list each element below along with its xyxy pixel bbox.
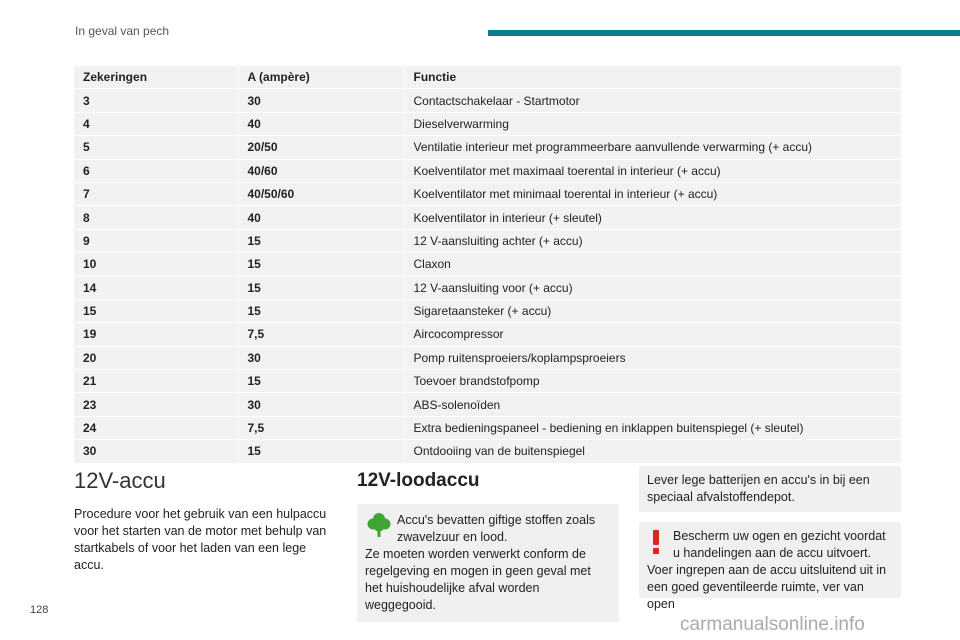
- fuse-number: 7: [74, 182, 238, 205]
- fuse-function: Ventilatie interieur met programmeerbare aanvullende verwarming (+ accu): [404, 136, 902, 159]
- fuse-amperage: 7,5: [238, 323, 404, 346]
- watermark: carmanualsonline.info: [680, 614, 865, 635]
- fuse-number: 30: [74, 440, 238, 463]
- fuse-function: Extra bedieningspaneel - bediening en inklappen buitenspiegel (+ sleutel): [404, 416, 902, 439]
- fuse-amperage: 15: [238, 299, 404, 322]
- fuse-amperage: 7,5: [238, 416, 404, 439]
- fuse-function: Pomp ruitensproeiers/koplampsproeiers: [404, 346, 902, 369]
- safety-warning: [639, 522, 901, 611]
- battery-section-title: 12V-accu: [74, 468, 166, 493]
- table-row: [74, 323, 902, 346]
- table-row: [74, 440, 902, 463]
- fuse-amperage: 20/50: [238, 136, 404, 159]
- page-number: 128: [30, 604, 49, 616]
- recycling-tree-icon: [367, 512, 391, 538]
- lead-battery-title: 12V-loodaccu: [357, 470, 480, 491]
- environment-note: [357, 504, 619, 622]
- table-row: [74, 370, 902, 393]
- fuse-amperage: 15: [238, 440, 404, 463]
- fuse-number: 15: [74, 299, 238, 322]
- fuse-function: 12 V-aansluiting voor (+ accu): [404, 276, 902, 299]
- header-amperes: A (ampère): [238, 66, 404, 89]
- header-fuses: Zekeringen: [74, 66, 238, 89]
- table-row: [74, 346, 902, 369]
- table-header-row: [74, 66, 902, 89]
- fuse-number: 5: [74, 136, 238, 159]
- fuse-amperage: 40/60: [238, 159, 404, 182]
- environment-note-body: Ze moeten worden verwerkt conform de regelgeving en mogen in geen geval met het huishoudelijke afval worden weggegooid.: [365, 547, 591, 612]
- fuse-function: ABS-solenoïden: [404, 393, 902, 416]
- table-row: [74, 206, 902, 229]
- fuse-function: Toevoer brandstofpomp: [404, 370, 902, 393]
- header-function: Functie: [404, 66, 902, 89]
- table-row: [74, 112, 902, 135]
- fuse-function: 12 V-aansluiting achter (+ accu): [404, 229, 902, 252]
- fuse-amperage: 30: [238, 346, 404, 369]
- fuse-number: 3: [74, 89, 238, 112]
- fuse-amperage: 15: [238, 370, 404, 393]
- fuse-function: Contactschakelaar - Startmotor: [404, 89, 902, 112]
- fuse-table: [74, 66, 902, 464]
- fuse-number: 14: [74, 276, 238, 299]
- battery-section-body: Procedure voor het gebruik van een hulpaccu voor het starten van de motor met behulp van startkabels of voor het laden van een lege accu.: [74, 507, 327, 572]
- fuse-function: Koelventilator met minimaal toerental in interieur (+ accu): [404, 182, 902, 205]
- safety-warning-intro: Bescherm uw ogen en gezicht voordat u handelingen aan de accu uitvoert.: [673, 529, 886, 560]
- fuse-amperage: 40/50/60: [238, 182, 404, 205]
- fuse-function: Dieselverwarming: [404, 112, 902, 135]
- table-row: [74, 159, 902, 182]
- table-row: [74, 136, 902, 159]
- fuse-number: 20: [74, 346, 238, 369]
- section-title: In geval van pech: [75, 24, 170, 38]
- fuse-amperage: 15: [238, 253, 404, 276]
- fuse-number: 6: [74, 159, 238, 182]
- lead-battery-section: [357, 470, 619, 622]
- table-row: [74, 416, 902, 439]
- fuse-function: Koelventilator met maximaal toerental in interieur (+ accu): [404, 159, 902, 182]
- environment-note-intro: Accu's bevatten giftige stoffen zoals zwavelzuur en lood.: [397, 513, 596, 544]
- fuse-number: 8: [74, 206, 238, 229]
- fuse-amperage: 40: [238, 112, 404, 135]
- table-row: [74, 276, 902, 299]
- fuse-function: Sigaretaansteker (+ accu): [404, 299, 902, 322]
- fuse-number: 9: [74, 229, 238, 252]
- fuse-amperage: 15: [238, 276, 404, 299]
- table-row: [74, 299, 902, 322]
- safety-warning-body: Voer ingrepen aan de accu uitsluitend uit in een goed geventileerde ruimte, ver van open: [647, 563, 887, 611]
- fuse-number: 24: [74, 416, 238, 439]
- fuse-function: Aircocompressor: [404, 323, 902, 346]
- table-row: [74, 229, 902, 252]
- table-row: [74, 182, 902, 205]
- fuse-number: 19: [74, 323, 238, 346]
- header-accent-bar: [488, 30, 960, 36]
- fuse-function: Koelventilator in interieur (+ sleutel): [404, 206, 902, 229]
- fuse-number: 21: [74, 370, 238, 393]
- fuse-number: 23: [74, 393, 238, 416]
- warning-exclamation-icon: [649, 530, 663, 554]
- fuse-function: Ontdooiing van de buitenspiegel: [404, 440, 902, 463]
- battery-intro-section: [74, 468, 336, 574]
- recycle-note: Lever lege batterijen en accu's in bij een speciaal afvalstoffendepot.: [639, 466, 901, 512]
- table-row: [74, 393, 902, 416]
- fuse-amperage: 30: [238, 393, 404, 416]
- table-row: [74, 253, 902, 276]
- fuse-number: 10: [74, 253, 238, 276]
- fuse-function: Claxon: [404, 253, 902, 276]
- fuse-amperage: 15: [238, 229, 404, 252]
- fuse-amperage: 30: [238, 89, 404, 112]
- fuse-number: 4: [74, 112, 238, 135]
- table-row: [74, 89, 902, 112]
- battery-disposal-section: [639, 466, 901, 611]
- fuse-amperage: 40: [238, 206, 404, 229]
